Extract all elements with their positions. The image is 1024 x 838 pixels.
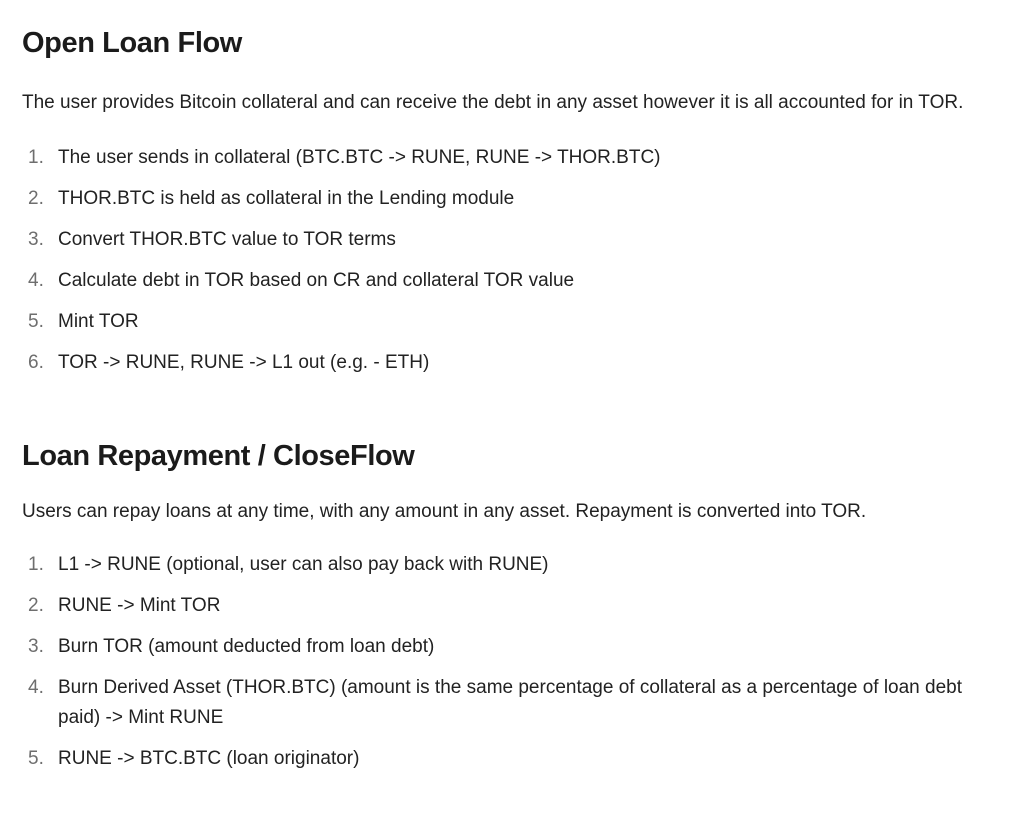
list-number: 4. <box>28 677 44 698</box>
section-heading: Loan Repayment / CloseFlow <box>22 440 415 472</box>
list-item <box>22 225 1002 255</box>
list-text: Burn TOR (amount deducted from loan debt) <box>58 636 435 657</box>
list-number: 4. <box>28 270 44 291</box>
steps-list <box>22 550 1002 774</box>
list-item <box>22 632 1002 662</box>
list-number: 5. <box>28 311 44 332</box>
list-item <box>22 348 1002 378</box>
section-heading: Open Loan Flow <box>22 27 242 59</box>
list-text: RUNE -> Mint TOR <box>58 595 221 616</box>
list-item <box>22 266 1002 296</box>
list-item <box>22 591 1002 621</box>
list-number: 6. <box>28 352 44 373</box>
list-text: Burn Derived Asset (THOR.BTC) (amount is the same percentage of collateral as a percentage of loan debt paid) -> Mint RUNE <box>58 677 963 728</box>
list-number: 3. <box>28 636 44 657</box>
list-number: 1. <box>28 147 44 168</box>
list-text: TOR -> RUNE, RUNE -> L1 out (e.g. - ETH) <box>58 352 430 373</box>
list-text: Convert THOR.BTC value to TOR terms <box>58 229 396 250</box>
list-number: 1. <box>28 554 44 575</box>
list-text: THOR.BTC is held as collateral in the Lending module <box>58 188 515 209</box>
list-item <box>22 550 1002 580</box>
section-intro: Users can repay loans at any time, with any amount in any asset. Repayment is converted into TOR. <box>22 501 867 522</box>
list-item <box>22 673 1002 733</box>
list-text: Mint TOR <box>58 311 139 332</box>
list-number: 2. <box>28 595 44 616</box>
list-item <box>22 184 1002 214</box>
list-number: 5. <box>28 748 44 769</box>
list-text: RUNE -> BTC.BTC (loan originator) <box>58 748 360 769</box>
section-open-loan-flow <box>22 0 1002 378</box>
section-loan-repayment-flow <box>22 389 1002 774</box>
list-text: L1 -> RUNE (optional, user can also pay back with RUNE) <box>58 554 549 575</box>
list-text: Calculate debt in TOR based on CR and collateral TOR value <box>58 270 575 291</box>
section-intro: The user provides Bitcoin collateral and can receive the debt in any asset however it is all accounted for in TOR. <box>22 92 964 113</box>
list-item <box>22 744 1002 774</box>
list-number: 3. <box>28 229 44 250</box>
list-item <box>22 143 1002 173</box>
steps-list <box>22 143 1002 378</box>
list-item <box>22 307 1002 337</box>
list-text: The user sends in collateral (BTC.BTC -> RUNE, RUNE -> THOR.BTC) <box>58 147 661 168</box>
list-number: 2. <box>28 188 44 209</box>
